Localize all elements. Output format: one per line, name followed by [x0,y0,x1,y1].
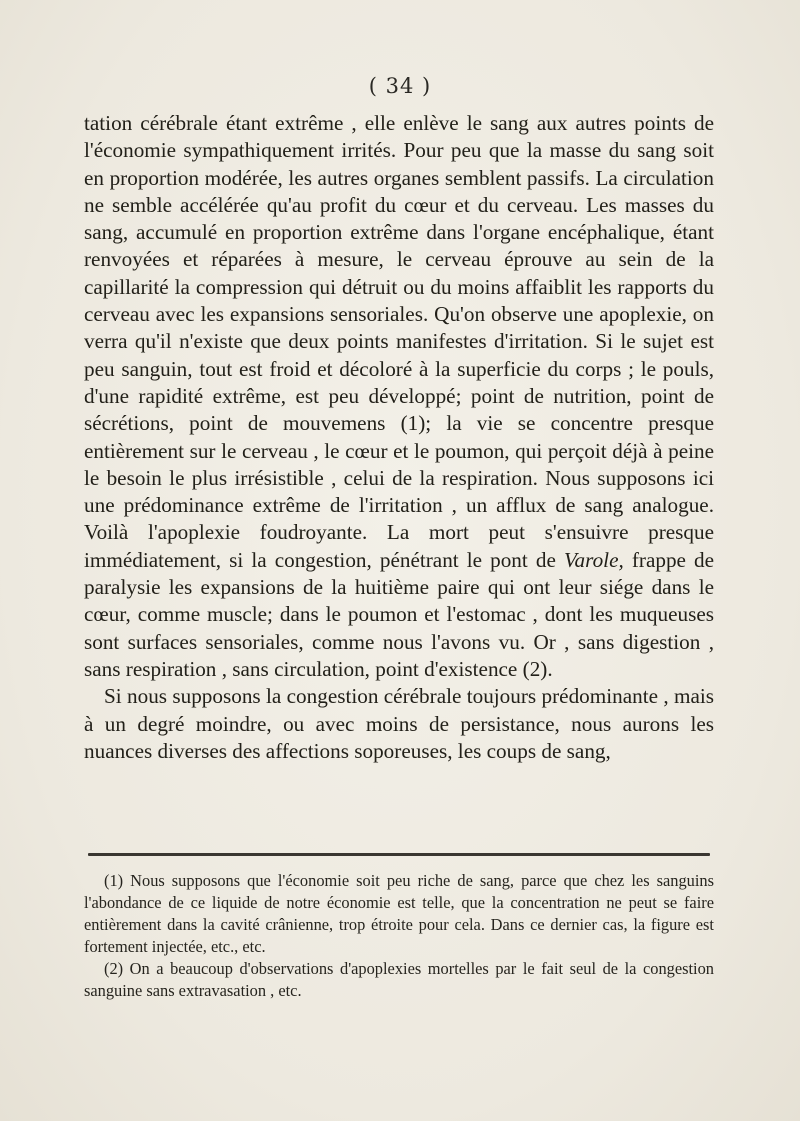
footnote-2: (2) On a beaucoup d'observations d'apoplexies mortelles par le fait seul de la congestion sanguine sans extravasation , etc. [84,959,714,1000]
paragraph-congestion: Si nous supposons la congestion cérébrale toujours prédominante , mais à un degré moindre, ou avec moins de persistance, nous aurons les nuances diverses des affections soporeuses, les coups de sang, [84,684,714,763]
footnote-divider [88,853,710,856]
page-number: ( 34 ) [368,74,432,98]
paragraph-text-after-italic: frappe de paralysie les expansions de la huitième paire qui ont leur siége dans le cœur, comme muscle; dans le poumon et l'estomac , dont les muqueuses sont surfaces sensoriales, comme nous l'avons vu. Or , sans digestion , sans respiration , sans circulation, point d'existence (2). [84,547,715,681]
footnotes [84,870,714,1002]
paragraph-apoplexy [84,110,714,683]
paragraph-text-before-italic: tation cérébrale étant extrême , elle enlève le sang aux autres points de l'économie sympathiquement irrités. Pour peu que la masse du sang soit en proportion modérée, les autres organes semblent passifs. La circulation ne semble accélérée qu'au profit du cœur et du cerveau. Les masses du sang, accumulé en proportion extrême dans l'organe encéphalique, étant renvoyées et réparées à mesure, le cerveau éprouve au sein de la capillarité la compression qui détruit ou du moins affaiblit les rapports du cerveau avec les expansions sensoriales. Qu'on observe une apoplexie, on verra qu'il n'existe que deux points manifestes d'irritation. Si le sujet est peu sanguin, tout est froid et décoloré à la superficie du corps ; le pouls, d'une rapidité extrême, est peu développé; point de nutrition, point de sécrétions, point de mouvemens (1); la vie se concentre presque entièrement sur le cerveau , le cœur et le poumon, qui perçoit déjà à peine le besoin le plus irrésistible , celui de la respiration. Nous supposons ici une prédominance extrême de l'irritation , un afflux de sang analogue. Voilà l'apoplexie foudroyante. La mort peut s'ensuivre presque immédiatement, si la congestion, pénétrant le pont de [84,111,714,572]
body-text [84,110,714,765]
italic-term-varole: Varole, [563,547,624,572]
footnote-1: (1) Nous supposons que l'économie soit peu riche de sang, parce que chez les sanguins l'abondance de ce liquide de notre économie est telle, que la concentration ne peut se faire entièrement dans la cavité crânienne, trop étroite pour cela. Dans ce dernier cas, la figure est fortement injectée, etc., etc. [84,871,714,956]
